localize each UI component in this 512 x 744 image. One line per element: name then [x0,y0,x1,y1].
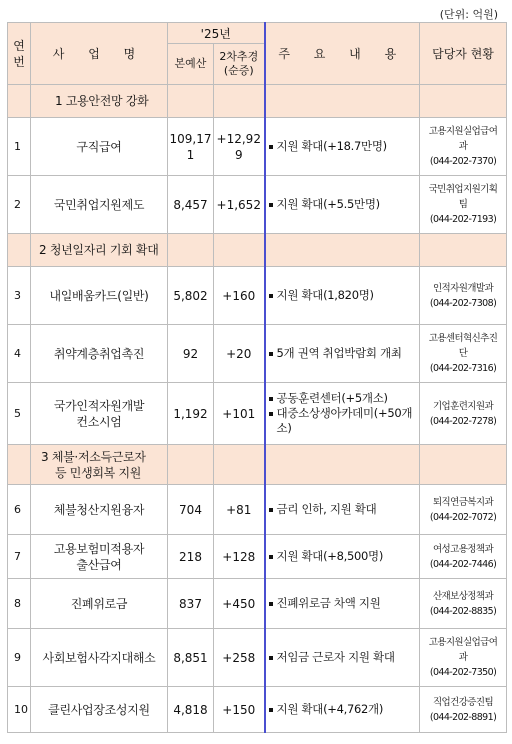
content-bullet: 지원 확대(1,820명) [269,288,417,303]
content-bullet: 지원 확대(+4,762개) [269,702,417,717]
main-content [265,118,420,176]
header-no: 연 번 [8,23,31,85]
main-content [265,535,420,579]
main-content [265,687,420,733]
manager-info: 고용센터혁신추진 단 (044-202-7316) [420,325,507,383]
supplementary-increase: +258 [214,629,265,687]
row-no: 9 [8,629,31,687]
manager-info: 고용지원실업급여 과 (044-202-7350) [420,629,507,687]
row-no: 7 [8,535,31,579]
supplementary-increase: +12,92 9 [214,118,265,176]
row-no: 10 [8,687,31,733]
supplementary-increase: +450 [214,579,265,629]
section-label: 1 고용안전망 강화 [31,85,168,118]
header-manager: 담당자 현황 [420,23,507,85]
table-row [8,325,507,383]
content-bullet: 지원 확대(+8,500명) [269,549,417,564]
manager-info: 기업훈련지원과 (044-202-7278) [420,383,507,445]
supplementary-increase: +101 [214,383,265,445]
table-row [8,118,507,176]
header-supplementary: 2차추경 (순증) [214,44,265,85]
header-project: 사 업 명 [31,23,168,85]
supplementary-increase: +150 [214,687,265,733]
supplementary-increase: +1,652 [214,176,265,234]
supplementary-increase: +20 [214,325,265,383]
table-row [8,383,507,445]
main-content [265,176,420,234]
table-row [8,176,507,234]
project-name: 국민취업지원제도 [31,176,168,234]
content-bullet: 공동훈련센터(+5개소) [269,391,417,406]
main-content [265,485,420,535]
header-year: '25년 [168,23,265,44]
table-row [8,535,507,579]
row-no: 4 [8,325,31,383]
table-row [8,687,507,733]
section-label: 3 체불·저소득근로자 등 민생회복 지원 [31,445,168,485]
section-row [8,445,507,485]
content-bullet: 금리 인하, 지원 확대 [269,502,417,517]
content-bullet: 진폐위로금 차액 지원 [269,596,417,611]
supplementary-increase: +160 [214,267,265,325]
unit-label: (단위: 억원) [439,8,498,21]
content-bullet: 지원 확대(+18.7만명) [269,139,417,154]
main-content [265,383,420,445]
table-row [8,629,507,687]
project-name: 국가인적자원개발 컨소시엄 [31,383,168,445]
supplementary-increase: +81 [214,485,265,535]
project-name: 진폐위로금 [31,579,168,629]
supplementary-increase: +128 [214,535,265,579]
section-label: 2 청년일자리 기회 확대 [31,234,168,267]
manager-info: 직업건강증진팀 (044-202-8891) [420,687,507,733]
manager-info: 국민취업지원기획 팀 (044-202-7193) [420,176,507,234]
header-content: 주 요 내 용 [265,23,420,85]
base-budget: 92 [168,325,214,383]
content-bullet: 지원 확대(+5.5만명) [269,197,417,212]
main-content [265,629,420,687]
manager-info: 고용지원실업급여 과 (044-202-7370) [420,118,507,176]
manager-info: 인적자원개발과 (044-202-7308) [420,267,507,325]
project-name: 구직급여 [31,118,168,176]
manager-info: 퇴직연금복지과 (044-202-7072) [420,485,507,535]
table-row [8,485,507,535]
header-base-budget: 본예산 [168,44,214,85]
project-name: 클린사업장조성지원 [31,687,168,733]
table-row [8,579,507,629]
table-row [8,267,507,325]
section-row [8,85,507,118]
project-name: 사회보험사각지대해소 [31,629,168,687]
budget-table [7,22,507,733]
base-budget: 837 [168,579,214,629]
manager-info: 산재보상정책과 (044-202-8835) [420,579,507,629]
row-no: 2 [8,176,31,234]
header-row-1 [8,23,507,44]
row-no: 5 [8,383,31,445]
project-name: 취약계층취업촉진 [31,325,168,383]
manager-info: 여성고용정책과 (044-202-7446) [420,535,507,579]
base-budget: 109,17 1 [168,118,214,176]
content-bullet: 5개 권역 취업박람회 개최 [269,346,417,361]
main-content [265,579,420,629]
base-budget: 704 [168,485,214,535]
project-name: 고용보험미적용자 출산급여 [31,535,168,579]
row-no: 8 [8,579,31,629]
project-name: 체불청산지원융자 [31,485,168,535]
base-budget: 1,192 [168,383,214,445]
base-budget: 218 [168,535,214,579]
row-no: 3 [8,267,31,325]
base-budget: 5,802 [168,267,214,325]
main-content [265,325,420,383]
content-bullet: 대중소상생아카데미(+50개소) [269,406,417,436]
content-bullet: 저임금 근로자 지원 확대 [269,650,417,665]
row-no: 1 [8,118,31,176]
main-content [265,267,420,325]
base-budget: 4,818 [168,687,214,733]
section-row [8,234,507,267]
row-no: 6 [8,485,31,535]
base-budget: 8,457 [168,176,214,234]
base-budget: 8,851 [168,629,214,687]
project-name: 내일배움카드(일반) [31,267,168,325]
